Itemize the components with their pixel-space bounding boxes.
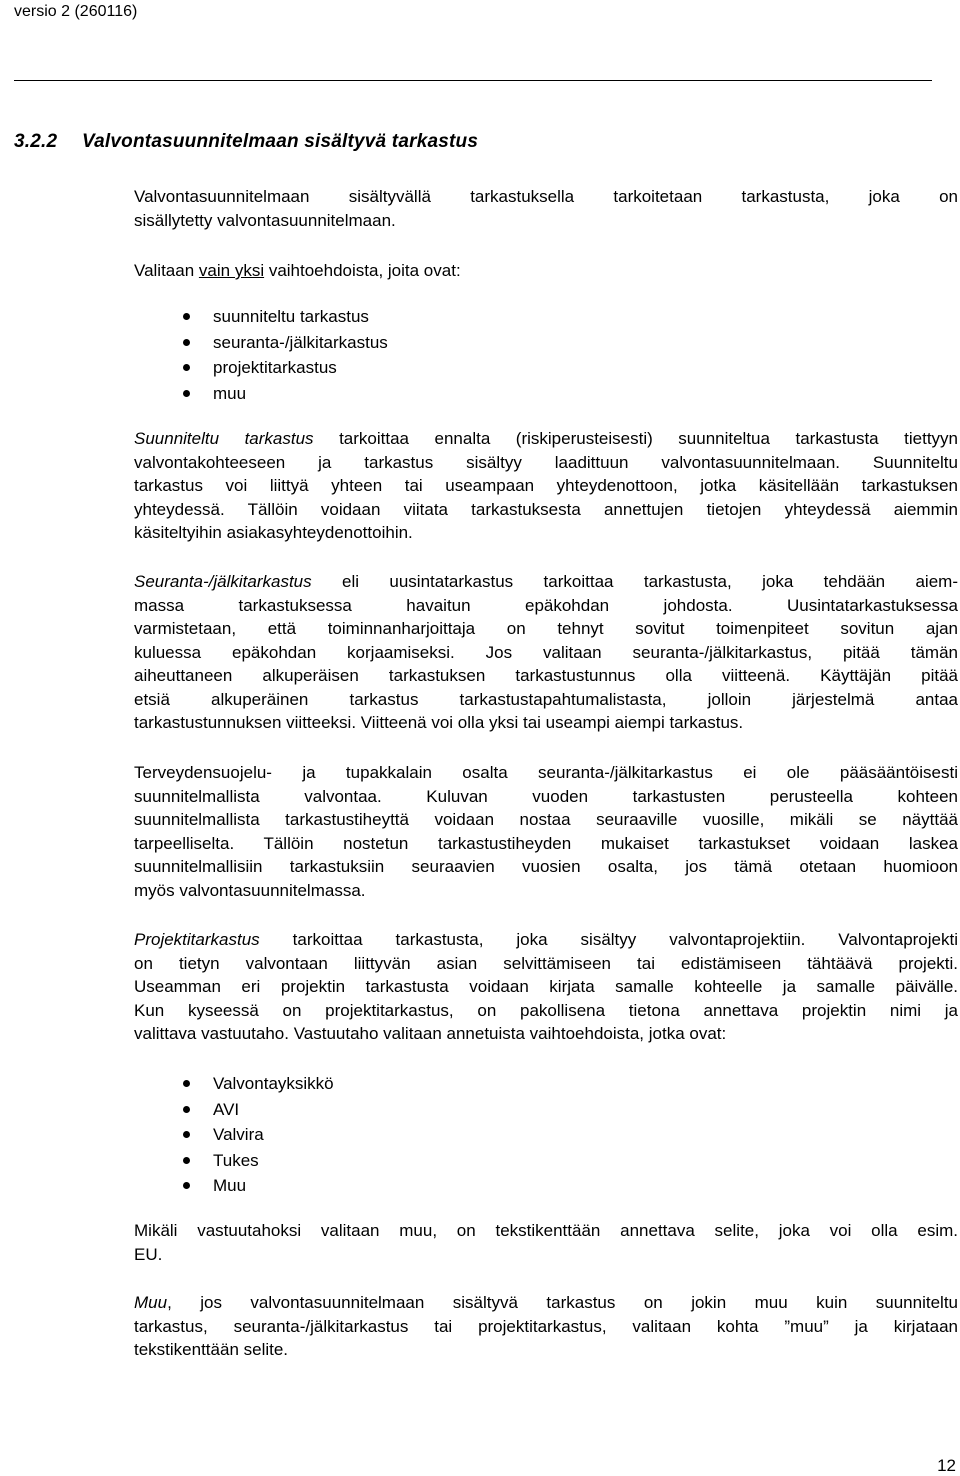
list-item: muu (180, 381, 388, 407)
paragraph-line: suunnitelmallisiin tarkastuksiin seuraavien vuosien osalta, jos tämä otetaan huomioon (134, 857, 958, 876)
paragraph-line: Kun kyseessä on projektitarkastus, on pakollisena tietona annettava projektin nimi ja (134, 1000, 958, 1020)
choice-emphasis: vain yksi (198, 261, 265, 280)
list-item: Valvontayksikkö (180, 1071, 334, 1097)
paragraph-line: etsiä alkuperäinen tarkastus tarkastustapahtumalistasta, jolloin järjestelmä antaa (134, 689, 958, 709)
paragraph-line: Seuranta-/jälkitarkastus eli uusintatarkastus tarkoittaa tarkastusta, joka tehdään aiem- (134, 572, 958, 591)
paragraph-line: tarkastus, seuranta-/jälkitarkastus tai projektitarkastus, valitaan kohta ”muu” ja kirjataan (134, 1316, 958, 1336)
paragraph-line: Muu, jos valvontasuunnitelmaan sisältyvä tarkastus on jokin muu kuin suunniteltu (134, 1293, 958, 1312)
other-inspection-paragraph (134, 1291, 958, 1362)
bullet-icon (183, 313, 190, 320)
responsible-party-list (180, 1071, 334, 1199)
bullet-icon (183, 1106, 190, 1113)
choice-suffix: vaihtoehdoista, joita ovat: (264, 261, 461, 280)
paragraph-line: kuluessa epäkohdan korjaamiseksi. Jos valitaan seuranta-/jälkitarkastus, pitää tämän (134, 642, 958, 662)
inspection-type-list (180, 304, 388, 406)
paragraph-line: Terveydensuojelu- ja tupakkalain osalta seuranta-/jälkitarkastus ei ole pääsääntöisesti (134, 763, 958, 782)
paragraph-line: tarkastus voi liittyä yhteen tai useampaan yhteydenottoon, jotka käsitellään tarkastuksen (134, 476, 958, 495)
section-heading (14, 131, 478, 153)
other-responsible-note (134, 1219, 958, 1266)
paragraph-line: suunnitelmallista valvontaa. Kuluvan vuoden tarkastusten perusteella kohteen (134, 786, 958, 806)
paragraph-line: Suunniteltu tarkastus tarkoittaa ennalta (riskiperusteisesti) suunniteltua tarkastusta tiettyyn (134, 429, 958, 448)
paragraph-line: Projektitarkastus tarkoittaa tarkastusta, joka sisältyy valvontaprojektiin. Valvontaprojekti (134, 930, 958, 949)
paragraph-line: valvontakohteeseen ja tarkastus sisältyy laadittuun valvontasuunnitelmaan. Suunniteltu (134, 452, 958, 472)
paragraph-line: varmistetaan, että toiminnanharjoittaja on tehnyt sovitut toimenpiteet sovitun ajan (134, 619, 958, 638)
paragraph-line: Mikäli vastuutahoksi valitaan muu, on tekstikenttään annettava selite, joka voi olla esim. (134, 1221, 958, 1240)
other-term: Muu (134, 1293, 168, 1312)
followup-term: Seuranta-/jälkitarkastus (134, 572, 312, 591)
list-item: AVI (180, 1097, 334, 1123)
intro-line: sisällytetty valvontasuunnitelmaan. (134, 210, 396, 230)
paragraph-line: Useamman eri projektin tarkastusta voidaan kirjata samalle kohteelle ja samalle päivälle. (134, 977, 958, 996)
page-number: 12 (937, 1456, 956, 1475)
project-term: Projektitarkastus (134, 930, 260, 949)
paragraph-line: massa tarkastuksessa havaitun epäkohdan johdosta. Uusintatarkastuksessa (134, 595, 958, 615)
project-inspection-paragraph (134, 928, 958, 1046)
bullet-icon (183, 1157, 190, 1164)
paragraph-line: tarkastustunnuksen viitteeksi. Viitteenä voi olla yksi tai useampi aiempi tarkastus. (134, 713, 744, 732)
list-item: seuranta-/jälkitarkastus (180, 330, 388, 356)
planned-inspection-paragraph (134, 427, 958, 545)
intro-line: Valvontasuunnitelmaan sisältyvällä tarkastuksella tarkoitetaan tarkastusta, joka on (134, 187, 958, 206)
paragraph-line: EU. (134, 1244, 163, 1264)
section-title: Valvontasuunnitelmaan sisältyvä tarkastus (82, 131, 479, 152)
paragraph-line: on tietyn valvontaan liittyvän asian selvittämiseen tai edistämiseen tähtäävä projekti. (134, 953, 958, 973)
bullet-icon (183, 339, 190, 346)
bullet-icon (183, 1080, 190, 1087)
choice-line (134, 259, 958, 283)
choice-paragraph (134, 259, 958, 283)
header-divider (14, 80, 932, 81)
document-version: versio 2 (260116) (14, 3, 138, 20)
intro-paragraph (134, 185, 958, 232)
paragraph-line: myös valvontasuunnitelmassa. (134, 880, 366, 900)
bullet-icon (183, 364, 190, 371)
list-item: projektitarkastus (180, 355, 388, 381)
list-item: Tukes (180, 1148, 334, 1174)
planned-term: Suunniteltu tarkastus (134, 429, 314, 448)
paragraph-line: suunnitelmallista tarkastustiheyttä voidaan nostaa seuraaville vuosille, mikäli se näyttää (134, 810, 958, 829)
paragraph-line: käsiteltyihin asiakasyhteydenottoihin. (134, 523, 413, 542)
bullet-icon (183, 390, 190, 397)
list-item: Valvira (180, 1122, 334, 1148)
paragraph-line: tarpeelliselta. Tällöin nostetun tarkastustiheyden mukaiset tarkastukset voidaan laskea (134, 833, 958, 853)
followup-inspection-paragraph (134, 570, 958, 735)
health-protection-paragraph (134, 761, 958, 902)
bullet-icon (183, 1182, 190, 1189)
paragraph-line: yhteydessä. Tällöin voidaan viitata tarkastuksesta annettujen tietojen yhteydessä aiemmin (134, 499, 958, 519)
bullet-icon (183, 1131, 190, 1138)
paragraph-line: aiheuttaneen alkuperäisen tarkastuksen tarkastustunnus olla viitteenä. Käyttäjän pitää (134, 666, 958, 685)
paragraph-line: valittava vastuutaho. Vastuutaho valitaan annetuista vaihtoehdoista, jotka ovat: (134, 1024, 727, 1043)
choice-prefix: Valitaan (134, 261, 199, 280)
list-item: suunniteltu tarkastus (180, 304, 388, 330)
list-item: Muu (180, 1173, 334, 1199)
paragraph-line: tekstikenttään selite. (134, 1340, 289, 1359)
section-number: 3.2.2 (14, 131, 58, 152)
